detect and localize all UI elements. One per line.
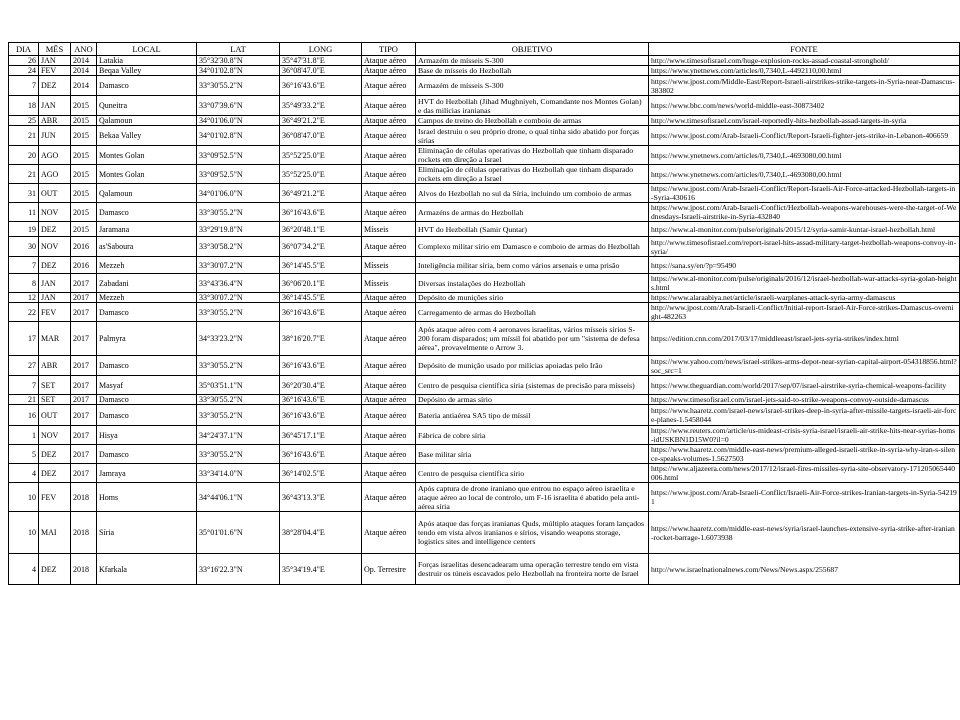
cell-tipo: Mísseis [362, 257, 416, 274]
cell-fonte[interactable]: http://www.timesofisrael.com/report-israel-hits-assad-military-target-hezbollah-weapons-convoy-in-syria/ [649, 237, 960, 257]
header-fonte: FONTE [649, 43, 960, 56]
cell-tipo: Mísseis [362, 222, 416, 237]
cell-mes: SET [39, 395, 71, 405]
cell-tipo: Ataque aéreo [362, 184, 416, 203]
cell-tipo: Op. Terrestre [362, 554, 416, 585]
cell-dia: 10 [9, 512, 39, 554]
cell-objetivo: Alvos do Hezbollah no sul da Síria, incluindo um comboio de armas [416, 184, 649, 203]
cell-fonte[interactable]: https://www.alaraabiya.net/article/israeli-warplanes-attack-syria-army-damascus [649, 293, 960, 303]
cell-objetivo: Bateria antiaérea SA5 tipo de míssil [416, 405, 649, 426]
cell-dia: 5 [9, 445, 39, 464]
table-row [9, 293, 960, 303]
cell-long: 35°52'25.0"E [280, 165, 362, 184]
cell-ano: 2018 [71, 554, 97, 585]
cell-local: Montes Golan [97, 165, 197, 184]
cell-mes: JAN [39, 293, 71, 303]
cell-local: Damasco [97, 203, 197, 222]
cell-ano: 2017 [71, 322, 97, 356]
cell-dia: 25 [9, 116, 39, 126]
cell-fonte[interactable]: https://www.jpost.com/Middle-East/Report-Israeli-airstrikes-strike-targets-in-Syria-near-Damascus-383802 [649, 76, 960, 96]
cell-objetivo: Depósito de armas sírio [416, 395, 649, 405]
cell-fonte[interactable]: https://www.aljazeera.com/news/2017/12/israel-fires-missiles-syria-site-observatory-171205065440006.html [649, 464, 960, 483]
cell-tipo: Ataque aéreo [362, 356, 416, 376]
table-row [9, 405, 960, 426]
cell-dia: 16 [9, 405, 39, 426]
cell-lat: 33°30'55.2"N [197, 445, 280, 464]
cell-mes: OUT [39, 405, 71, 426]
table-row [9, 257, 960, 274]
cell-objetivo: Inteligência militar síria, bem como vários arsenais e uma prisão [416, 257, 649, 274]
cell-tipo: Ataque aéreo [362, 376, 416, 395]
table-row [9, 66, 960, 76]
cell-ano: 2017 [71, 376, 97, 395]
cell-fonte[interactable]: https://www.haaretz.com/middle-east-news/syria/israel-launches-extensive-syria-strike-after-iranian-rocket-barrage-1.6073938 [649, 512, 960, 554]
cell-long: 36°43'13.3"E [280, 483, 362, 512]
table-row [9, 512, 960, 554]
cell-long: 36°16'43.6"E [280, 203, 362, 222]
cell-fonte[interactable]: https://edition.cnn.com/2017/03/17/middleeast/israel-jets-syria-strikes/index.html [649, 322, 960, 356]
cell-mes: AGO [39, 146, 71, 165]
cell-long: 36°14'45.5"E [280, 257, 362, 274]
table-header-row [9, 43, 960, 56]
cell-dia: 26 [9, 56, 39, 66]
strikes-table [8, 42, 960, 585]
table-row [9, 395, 960, 405]
cell-local: Homs [97, 483, 197, 512]
cell-ano: 2016 [71, 257, 97, 274]
cell-dia: 19 [9, 222, 39, 237]
cell-local: Latakia [97, 56, 197, 66]
cell-objetivo: Depósito de munição usado por milícias apoiadas pelo Irão [416, 356, 649, 376]
cell-objetivo: Forças israelitas desencadearam uma operação terrestre tendo em vista destruir os túneis escavados pelo Hezbollah na fronteira norte de Israel [416, 554, 649, 585]
cell-long: 36°14'02.5"E [280, 464, 362, 483]
cell-objetivo: HVT do Hezbollah (Jihad Mughniyeh, Comandante nos Montes Golan) e das milícias iranianas [416, 96, 649, 116]
cell-fonte[interactable]: https://www.jpost.com/Arab-Israeli-Conflict/Hezbollah-weapons-warehouses-were-the-target-of-Wednesdays-Israeli-airstrike-in-Syria-432840 [649, 203, 960, 222]
cell-objetivo: Eliminação de células operativas do Hezbollah que tinham disparado rockets em direção a Israel [416, 165, 649, 184]
header-long: LONG [280, 43, 362, 56]
cell-lat: 34°24'37.1"N [197, 426, 280, 445]
cell-ano: 2015 [71, 126, 97, 146]
cell-tipo: Ataque aéreo [362, 126, 416, 146]
cell-fonte[interactable]: https://www.al-monitor.com/pulse/originals/2016/12/israel-hezbollah-war-attacks-syria-golan-heights.html [649, 274, 960, 293]
cell-lat: 33°29'19.8"N [197, 222, 280, 237]
cell-dia: 1 [9, 426, 39, 445]
cell-lat: 35°01'01.6"N [197, 512, 280, 554]
cell-ano: 2014 [71, 56, 97, 66]
cell-lat: 33°30'55.2"N [197, 303, 280, 322]
cell-long: 36°08'47.0"E [280, 126, 362, 146]
cell-long: 36°07'34.2"E [280, 237, 362, 257]
cell-fonte[interactable]: http://www.israelnationalnews.com/News/News.aspx/255687 [649, 554, 960, 585]
cell-mes: FEV [39, 303, 71, 322]
cell-local: Damasco [97, 356, 197, 376]
cell-ano: 2015 [71, 222, 97, 237]
cell-lat: 33°30'55.2"N [197, 356, 280, 376]
cell-objetivo: Centro de pesquisa científica síria (sistemas de precisão para mísseis) [416, 376, 649, 395]
cell-local: Qalamoun [97, 116, 197, 126]
cell-lat: 33°07'39.6"N [197, 96, 280, 116]
cell-fonte[interactable]: https://www.al-monitor.com/pulse/originals/2015/12/syria-samir-kuntar-israel-hezbollah.html [649, 222, 960, 237]
cell-dia: 4 [9, 554, 39, 585]
cell-dia: 21 [9, 126, 39, 146]
cell-ano: 2017 [71, 395, 97, 405]
cell-lat: 33°16'22.3"N [197, 554, 280, 585]
cell-objetivo: Armazém de mísseis S-300 [416, 56, 649, 66]
cell-fonte[interactable]: https://www.timesofisrael.com/israel-jets-said-to-strike-weapons-convoy-outside-damascus [649, 395, 960, 405]
cell-long: 36°20'48.1"E [280, 222, 362, 237]
cell-long: 36°49'21.2"E [280, 116, 362, 126]
cell-objetivo: Após ataque das forças iranianas Quds, múltiplo ataques foram lançados tendo em vista alvos iranianos e sírios, visando weapons storage, logistics sites and intelligence centers [416, 512, 649, 554]
cell-dia: 7 [9, 376, 39, 395]
cell-objetivo: Base militar síria [416, 445, 649, 464]
cell-fonte[interactable]: http://www.timesofisrael.com/huge-explosion-rocks-assad-coastal-stronghold/ [649, 56, 960, 66]
cell-lat: 34°01'06.0"N [197, 116, 280, 126]
cell-ano: 2015 [71, 165, 97, 184]
cell-dia: 18 [9, 96, 39, 116]
cell-local: Palmyra [97, 322, 197, 356]
cell-dia: 11 [9, 203, 39, 222]
cell-ano: 2017 [71, 293, 97, 303]
cell-dia: 24 [9, 66, 39, 76]
cell-tipo: Ataque aéreo [362, 96, 416, 116]
cell-objetivo: Campos de treino do Hezbollah e comboio de armas [416, 116, 649, 126]
cell-long: 36°16'43.6"E [280, 76, 362, 96]
cell-fonte[interactable]: https://www.jpost.com/Arab-Israeli-Conflict/Report-Israeli-Air-Force-attacked-Hezbollah-targets-in-Syria-430616 [649, 184, 960, 203]
cell-fonte[interactable]: http://www.jpost.com/Arab-Israeli-Conflict/Initial-report-Israel-Air-Force-strikes-Damascus-overnight-482263 [649, 303, 960, 322]
cell-lat: 33°30'07.2"N [197, 257, 280, 274]
cell-dia: 22 [9, 303, 39, 322]
header-tipo: TIPO [362, 43, 416, 56]
cell-dia: 30 [9, 237, 39, 257]
cell-ano: 2016 [71, 237, 97, 257]
cell-objetivo: Fábrica de cobre síria [416, 426, 649, 445]
cell-lat: 35°32'30.8"N [197, 56, 280, 66]
cell-lat: 33°30'07.2"N [197, 293, 280, 303]
table-row [9, 376, 960, 395]
cell-dia: 10 [9, 483, 39, 512]
cell-local: Montes Golan [97, 146, 197, 165]
cell-local: Síria [97, 512, 197, 554]
cell-ano: 2017 [71, 405, 97, 426]
table-row [9, 464, 960, 483]
cell-ano: 2015 [71, 96, 97, 116]
cell-tipo: Ataque aéreo [362, 322, 416, 356]
cell-long: 35°52'25.0"E [280, 146, 362, 165]
cell-dia: 7 [9, 76, 39, 96]
cell-dia: 12 [9, 293, 39, 303]
cell-mes: DEZ [39, 257, 71, 274]
cell-long: 36°08'47.0"E [280, 66, 362, 76]
cell-lat: 33°34'14.0"N [197, 464, 280, 483]
table-row [9, 165, 960, 184]
cell-long: 38°16'20.7"E [280, 322, 362, 356]
cell-mes: ABR [39, 116, 71, 126]
cell-ano: 2014 [71, 66, 97, 76]
cell-objetivo: Carregamento de armas do Hezbollah [416, 303, 649, 322]
cell-long: 36°16'43.6"E [280, 356, 362, 376]
cell-local: Damasco [97, 405, 197, 426]
cell-local: Mezzeh [97, 293, 197, 303]
cell-lat: 33°30'55.2"N [197, 395, 280, 405]
cell-lat: 33°09'52.5"N [197, 165, 280, 184]
cell-objetivo: Eliminação de células operativas do Hezbollah que tinham disparado rockets em direção a Israel [416, 146, 649, 165]
cell-lat: 34°33'23.2"N [197, 322, 280, 356]
cell-dia: 21 [9, 395, 39, 405]
cell-mes: NOV [39, 237, 71, 257]
cell-lat: 34°01'02.8"N [197, 66, 280, 76]
cell-ano: 2018 [71, 512, 97, 554]
table-row [9, 76, 960, 96]
cell-dia: 7 [9, 257, 39, 274]
cell-mes: JUN [39, 126, 71, 146]
cell-tipo: Ataque aéreo [362, 445, 416, 464]
cell-fonte[interactable]: https://www.jpost.com/Arab-Israeli-Conflict/Report-Israeli-fighter-jets-strike-in-Lebanon-406659 [649, 126, 960, 146]
cell-tipo: Ataque aéreo [362, 426, 416, 445]
cell-mes: ABR [39, 356, 71, 376]
cell-fonte[interactable]: https://www.ynetnews.com/articles/0,7340,L-4492110,00.html [649, 66, 960, 76]
cell-objetivo: Complexo militar sírio em Damasco e comboio de armas do Hezbollah [416, 237, 649, 257]
cell-mes: JAN [39, 274, 71, 293]
cell-lat: 33°30'58.2"N [197, 237, 280, 257]
cell-dia: 21 [9, 165, 39, 184]
cell-tipo: Ataque aéreo [362, 483, 416, 512]
cell-dia: 4 [9, 464, 39, 483]
cell-tipo: Ataque aéreo [362, 405, 416, 426]
cell-lat: 35°03'51.1"N [197, 376, 280, 395]
cell-mes: DEZ [39, 222, 71, 237]
cell-ano: 2017 [71, 464, 97, 483]
cell-lat: 33°09'52.5"N [197, 146, 280, 165]
cell-objetivo: Armazém de mísseis S-300 [416, 76, 649, 96]
cell-tipo: Ataque aéreo [362, 66, 416, 76]
cell-long: 36°16'43.6"E [280, 303, 362, 322]
cell-local: Zabadani [97, 274, 197, 293]
cell-lat: 33°30'55.2"N [197, 203, 280, 222]
cell-fonte[interactable]: https://www.bbc.com/news/world-middle-east-30873402 [649, 96, 960, 116]
cell-local: Jamraya [97, 464, 197, 483]
cell-long: 36°16'43.6"E [280, 445, 362, 464]
cell-local: Qalamoun [97, 184, 197, 203]
cell-long: 36°45'17.1"E [280, 426, 362, 445]
cell-objetivo: Centro de pesquisa científica sírio [416, 464, 649, 483]
cell-local: Kfarkala [97, 554, 197, 585]
header-mes: MÊS [39, 43, 71, 56]
cell-long: 35°49'33.2"E [280, 96, 362, 116]
cell-ano: 2018 [71, 483, 97, 512]
cell-dia: 20 [9, 146, 39, 165]
table-row [9, 56, 960, 66]
cell-ano: 2017 [71, 274, 97, 293]
cell-fonte[interactable]: https://www.jpost.com/Arab-Israeli-Conflict/Israeli-Air-Force-strikes-Iranian-targets-in-Syria-542191 [649, 483, 960, 512]
cell-local: Damasco [97, 445, 197, 464]
cell-local: Bekaa Valley [97, 126, 197, 146]
table-row [9, 356, 960, 376]
cell-tipo: Ataque aéreo [362, 146, 416, 165]
cell-local: Mezzeh [97, 257, 197, 274]
cell-long: 36°14'45.5"E [280, 293, 362, 303]
cell-fonte[interactable]: https://www.reuters.com/article/us-mideast-crisis-syria-israel/israeli-air-strike-hits-near-syrias-homs-idUSKBN1D15W0?il=0 [649, 426, 960, 445]
cell-tipo: Mísseis [362, 274, 416, 293]
cell-mes: SET [39, 376, 71, 395]
cell-tipo: Ataque aéreo [362, 512, 416, 554]
table-row [9, 445, 960, 464]
table-row [9, 116, 960, 126]
cell-mes: FEV [39, 483, 71, 512]
cell-ano: 2014 [71, 76, 97, 96]
table-row [9, 146, 960, 165]
table-row [9, 426, 960, 445]
cell-mes: DEZ [39, 464, 71, 483]
cell-long: 36°16'43.6"E [280, 395, 362, 405]
cell-mes: MAR [39, 322, 71, 356]
cell-long: 35°34'19.4"E [280, 554, 362, 585]
cell-local: Damasco [97, 395, 197, 405]
cell-tipo: Ataque aéreo [362, 56, 416, 66]
table-row [9, 96, 960, 116]
cell-tipo: Ataque aéreo [362, 203, 416, 222]
cell-ano: 2015 [71, 146, 97, 165]
table-row [9, 126, 960, 146]
cell-ano: 2017 [71, 445, 97, 464]
cell-mes: AGO [39, 165, 71, 184]
cell-ano: 2017 [71, 303, 97, 322]
table-row [9, 274, 960, 293]
cell-fonte[interactable]: https://www.haaretz.com/israel-news/israel-strikes-deep-in-syria-after-missile-targets-israeli-air-force-planes-1.5458044 [649, 405, 960, 426]
cell-lat: 33°43'36.4"N [197, 274, 280, 293]
cell-mes: DEZ [39, 76, 71, 96]
cell-mes: DEZ [39, 554, 71, 585]
table-row [9, 303, 960, 322]
cell-long: 36°49'21.2"E [280, 184, 362, 203]
table-row [9, 322, 960, 356]
cell-lat: 33°30'55.2"N [197, 405, 280, 426]
cell-objetivo: Base de mísseis do Hezbollah [416, 66, 649, 76]
cell-long: 36°16'43.6"E [280, 405, 362, 426]
header-lat: LAT [197, 43, 280, 56]
cell-fonte[interactable]: http://www.timesofisrael.com/israel-reportedly-hits-hezbollah-assad-targets-in-syria [649, 116, 960, 126]
cell-objetivo: Armazéns de armas do Hezbollah [416, 203, 649, 222]
cell-mes: NOV [39, 203, 71, 222]
cell-mes: NOV [39, 426, 71, 445]
table-row [9, 222, 960, 237]
cell-long: 36°20'30.4"E [280, 376, 362, 395]
table-body [9, 56, 960, 585]
cell-mes: JAN [39, 96, 71, 116]
cell-ano: 2015 [71, 203, 97, 222]
table-row [9, 554, 960, 585]
header-ano: ANO [71, 43, 97, 56]
cell-local: Damasco [97, 76, 197, 96]
cell-long: 35°47'31.8"E [280, 56, 362, 66]
cell-tipo: Ataque aéreo [362, 76, 416, 96]
cell-ano: 2015 [71, 116, 97, 126]
table-row [9, 483, 960, 512]
cell-lat: 33°30'55.2"N [197, 76, 280, 96]
cell-local: as'Saboura [97, 237, 197, 257]
cell-fonte[interactable]: https://sana.sy/en/?p=95490 [649, 257, 960, 274]
cell-dia: 8 [9, 274, 39, 293]
cell-ano: 2017 [71, 356, 97, 376]
cell-dia: 27 [9, 356, 39, 376]
cell-local: Hisya [97, 426, 197, 445]
cell-objetivo: Após ataque aéreo com 4 aeronaves israelitas, vários mísseis sírios S-200 foram disparados; um míssil foi abatido por um "sistema de defesa aérea", provavelmente o Arrow 3. [416, 322, 649, 356]
cell-local: Masyaf [97, 376, 197, 395]
cell-tipo: Ataque aéreo [362, 303, 416, 322]
cell-tipo: Ataque aéreo [362, 293, 416, 303]
cell-dia: 17 [9, 322, 39, 356]
cell-ano: 2017 [71, 426, 97, 445]
header-local: LOCAL [97, 43, 197, 56]
cell-long: 38°28'04.4"E [280, 512, 362, 554]
cell-fonte[interactable]: https://www.haaretz.com/middle-east-news/premium-alleged-israeli-strike-in-syria-why-iran-s-silence-speaks-volumes-1.5627503 [649, 445, 960, 464]
cell-lat: 34°44'06.1"N [197, 483, 280, 512]
cell-objetivo: Diversas instalações do Hezbollah [416, 274, 649, 293]
cell-local: Beqaa Valley [97, 66, 197, 76]
cell-tipo: Ataque aéreo [362, 116, 416, 126]
cell-objetivo: Após captura de drone iraniano que entrou no espaço aéreo israelita e ataque aéreo ao local de controlo, um F-16 israelita é abatido pela anti-aérea síria [416, 483, 649, 512]
cell-local: Quneitra [97, 96, 197, 116]
cell-dia: 31 [9, 184, 39, 203]
cell-lat: 34°01'06.0"N [197, 184, 280, 203]
table-row [9, 237, 960, 257]
cell-ano: 2015 [71, 184, 97, 203]
cell-objetivo: Israel destruiu o seu próprio drone, o qual tinha sido abatido por forças sírias [416, 126, 649, 146]
cell-mes: MAI [39, 512, 71, 554]
cell-mes: JAN [39, 56, 71, 66]
cell-local: Jaramana [97, 222, 197, 237]
table-row [9, 184, 960, 203]
cell-lat: 34°01'02.8"N [197, 126, 280, 146]
cell-objetivo: Depósito de munições sírio [416, 293, 649, 303]
cell-tipo: Ataque aéreo [362, 237, 416, 257]
cell-tipo: Ataque aéreo [362, 395, 416, 405]
cell-mes: DEZ [39, 445, 71, 464]
cell-long: 36°06'20.1"E [280, 274, 362, 293]
cell-mes: FEV [39, 66, 71, 76]
cell-objetivo: HVT do Hezbollah (Samir Quntar) [416, 222, 649, 237]
cell-mes: OUT [39, 184, 71, 203]
cell-fonte[interactable]: https://www.ynetnews.com/articles/0,7340,L-4693080,00.html [649, 165, 960, 184]
header-dia: DIA [9, 43, 39, 56]
cell-fonte[interactable]: https://www.yahoo.com/news/israel-strikes-arms-depot-near-syrian-capital-airport-054318856.html?soc_src=1 [649, 356, 960, 376]
cell-tipo: Ataque aéreo [362, 165, 416, 184]
cell-tipo: Ataque aéreo [362, 464, 416, 483]
header-objetivo: OBJETIVO [416, 43, 649, 56]
table-row [9, 203, 960, 222]
cell-fonte[interactable]: https://www.theguardian.com/world/2017/sep/07/israel-airstrike-syria-chemical-weapons-facility [649, 376, 960, 395]
cell-local: Damasco [97, 303, 197, 322]
cell-fonte[interactable]: https://www.ynetnews.com/articles/0,7340,L-4693080,00.html [649, 146, 960, 165]
